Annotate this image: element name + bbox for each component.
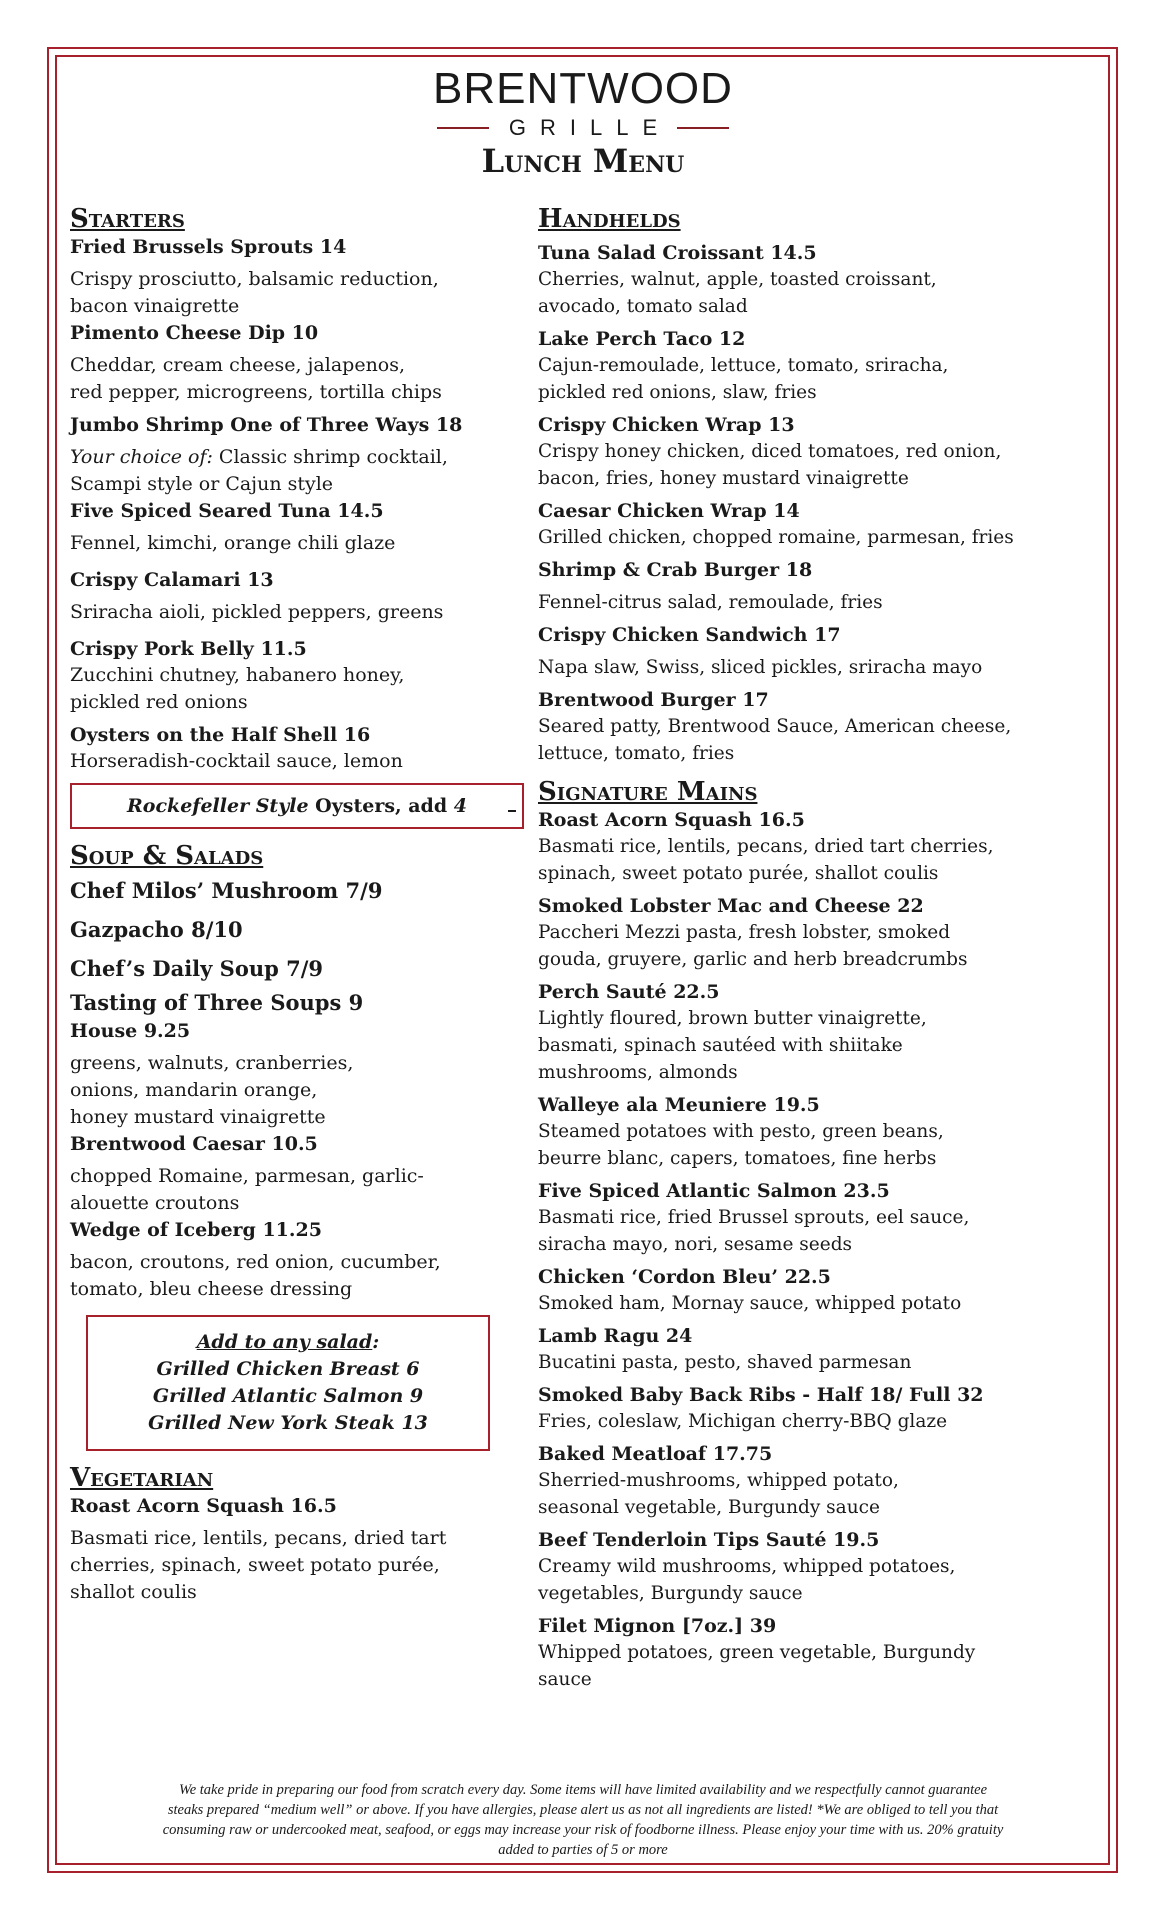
- item-desc: Basmati rice, fried Brussel sprouts, eel sauce,: [538, 1207, 970, 1228]
- item-desc: Crispy prosciutto, balsamic reduction,: [70, 268, 439, 290]
- item-desc: basmati, spinach sautéed with shiitake: [538, 1035, 903, 1056]
- menu-item: [538, 687, 1098, 767]
- menu-item: [70, 320, 525, 406]
- menu-item: [70, 412, 525, 498]
- page-title: Lunch Menu: [481, 142, 685, 180]
- item-name: Jumbo Shrimp One of Three Ways 18: [70, 414, 463, 436]
- footer-disclaimer: [80, 1780, 1086, 1860]
- item-name: Wedge of Iceberg 11.25: [70, 1219, 322, 1241]
- item-name: Filet Mignon [7oz.] 39: [538, 1615, 777, 1637]
- right-column: [538, 204, 1098, 1693]
- salad-addon-box: [86, 1315, 490, 1451]
- item-name: Crispy Calamari 13: [70, 569, 274, 591]
- item-desc: siracha mayo, nori, sesame seeds: [538, 1234, 853, 1255]
- soup-item: Gazpacho 8/10: [70, 917, 243, 942]
- item-desc: Zucchini chutney, habanero honey,: [70, 664, 405, 686]
- item-desc: Fennel-citrus salad, remoulade, fries: [538, 592, 883, 613]
- brand-sub: GRILLE: [508, 115, 672, 140]
- menu-item: [70, 234, 525, 320]
- item-desc: Horseradish-cocktail sauce, lemon: [70, 750, 403, 772]
- menu-item: [538, 893, 1098, 973]
- item-name: Lamb Ragu 24: [538, 1325, 693, 1347]
- menu-item: [70, 1131, 525, 1217]
- item-name: Beef Tenderloin Tips Sauté 19.5: [538, 1529, 880, 1551]
- item-desc: Crispy honey chicken, diced tomatoes, red onion,: [538, 441, 1002, 462]
- item-name: Crispy Pork Belly 11.5: [70, 638, 307, 660]
- item-desc: red pepper, microgreens, tortilla chips: [70, 381, 442, 403]
- item-name: Roast Acorn Squash 16.5: [538, 809, 805, 831]
- section-soups-heading: Soup & Salads: [70, 841, 264, 871]
- item-desc: cherries, spinach, sweet potato purée,: [70, 1554, 440, 1576]
- item-desc: Fries, coleslaw, Michigan cherry-BBQ glaze: [538, 1411, 948, 1432]
- item-name: Baked Meatloaf 17.75: [538, 1443, 773, 1465]
- item-desc: [70, 444, 525, 471]
- menu-item: [538, 1264, 1098, 1317]
- section-handhelds-heading: Handhelds: [538, 204, 681, 234]
- item-desc: chopped Romaine, parmesan, garlic-: [70, 1165, 424, 1187]
- item-desc: honey mustard vinaigrette: [70, 1106, 326, 1128]
- item-desc: Lightly floured, brown butter vinaigrette,: [538, 1008, 927, 1029]
- item-name: Smoked Lobster Mac and Cheese 22: [538, 895, 924, 917]
- item-desc: Sherried-mushrooms, whipped potato,: [538, 1470, 899, 1491]
- item-desc: greens, walnuts, cranberries,: [70, 1052, 354, 1074]
- item-desc: tomato, bleu cheese dressing: [70, 1278, 353, 1300]
- menu-item: [538, 1441, 1098, 1521]
- item-desc: mushrooms, almonds: [538, 1062, 738, 1083]
- salad-addon-item: Grilled Atlantic Salmon 9: [152, 1385, 424, 1407]
- item-name: Crispy Chicken Wrap 13: [538, 414, 795, 436]
- section-mains-heading: Signature Mains: [538, 777, 758, 807]
- item-desc: shallot coulis: [70, 1581, 197, 1603]
- menu-item: [538, 622, 1098, 681]
- menu-item: [70, 722, 525, 775]
- oysters-addon-box: [70, 783, 524, 829]
- menu-item: [70, 1217, 525, 1303]
- item-name: Crispy Chicken Sandwich 17: [538, 624, 841, 646]
- soup-item: Tasting of Three Soups 9: [70, 990, 364, 1015]
- item-name: Oysters on the Half Shell 16: [70, 724, 371, 746]
- item-name: Brentwood Burger 17: [538, 689, 769, 711]
- item-name: Walleye ala Meuniere 19.5: [538, 1094, 820, 1116]
- menu-item: [538, 807, 1098, 887]
- brand-logo: BRENTWOOD: [433, 64, 733, 113]
- menu-item: [538, 1382, 1098, 1435]
- menu-item: [538, 1527, 1098, 1607]
- footer-line: steaks prepared “medium well” or above. If you have allergies, please alert us as not all ingredients are listed! *We are obliged to tell you that: [167, 1802, 999, 1818]
- menu-item: [538, 1092, 1098, 1172]
- item-desc: bacon vinaigrette: [70, 295, 240, 317]
- salad-addon-heading-text: Add to any salad: [196, 1331, 373, 1353]
- item-desc: alouette croutons: [70, 1192, 240, 1214]
- item-desc: avocado, tomato salad: [538, 296, 748, 317]
- menu-item: [70, 498, 525, 557]
- menu-item: [70, 1018, 525, 1131]
- item-desc: Smoked ham, Mornay sauce, whipped potato: [538, 1293, 962, 1314]
- item-name: Fried Brussels Sprouts 14: [70, 236, 347, 258]
- menu-item: [70, 636, 525, 716]
- soup-item: Chef Milos’ Mushroom 7/9: [70, 878, 383, 903]
- item-desc: pickled red onions: [70, 691, 248, 713]
- item-desc: Napa slaw, Swiss, sliced pickles, sriracha mayo: [538, 657, 983, 678]
- section-starters-heading: Starters: [70, 204, 185, 234]
- menu-item: [70, 567, 525, 626]
- addon-price: 4: [453, 795, 467, 817]
- item-desc: Scampi style or Cajun style: [70, 473, 334, 495]
- menu-item: [538, 498, 1098, 551]
- salad-addon-colon: :: [372, 1331, 380, 1353]
- item-name: House 9.25: [70, 1020, 191, 1042]
- item-desc: beurre blanc, capers, tomatoes, fine herbs: [538, 1148, 937, 1169]
- menu-item: [538, 557, 1098, 616]
- item-desc: Cajun-remoulade, lettuce, tomato, sriracha,: [538, 355, 949, 376]
- item-name: Perch Sauté 22.5: [538, 981, 720, 1003]
- item-desc: Fennel, kimchi, orange chili glaze: [70, 532, 396, 554]
- item-name: Tuna Salad Croissant 14.5: [538, 242, 817, 264]
- item-name: Shrimp & Crab Burger 18: [538, 559, 813, 581]
- item-name: Lake Perch Taco 12: [538, 328, 746, 350]
- salad-addon-item: Grilled New York Steak 13: [148, 1412, 428, 1434]
- item-desc: Cherries, walnut, apple, toasted croissant,: [538, 269, 937, 290]
- item-desc: sauce: [538, 1669, 592, 1690]
- footer-line: consuming raw or undercooked meat, seafood, or eggs may increase your risk of foodborne illness. Please enjoy your time with us. 20% gratuity: [162, 1822, 1004, 1838]
- item-desc: bacon, fries, honey mustard vinaigrette: [538, 468, 909, 489]
- item-name: Caesar Chicken Wrap 14: [538, 500, 800, 522]
- item-desc: Seared patty, Brentwood Sauce, American cheese,: [538, 716, 1012, 737]
- item-desc: Paccheri Mezzi pasta, fresh lobster, smoked: [538, 922, 951, 943]
- item-desc: Whipped potatoes, green vegetable, Burgundy: [538, 1642, 976, 1663]
- item-desc: Sriracha aioli, pickled peppers, greens: [70, 601, 444, 623]
- left-column: [70, 204, 525, 1606]
- item-name: Chicken ‘Cordon Bleu’ 22.5: [538, 1266, 831, 1288]
- item-desc: pickled red onions, slaw, fries: [538, 382, 817, 403]
- item-desc-prefix: Your choice of:: [70, 446, 213, 468]
- menu-item: [538, 1323, 1098, 1376]
- item-name: Five Spiced Seared Tuna 14.5: [70, 500, 384, 522]
- menu-item: [538, 240, 1098, 320]
- item-desc: Basmati rice, lentils, pecans, dried tart cherries,: [538, 836, 994, 857]
- item-desc: Bucatini pasta, pesto, shaved parmesan: [538, 1352, 912, 1373]
- item-desc: Grilled chicken, chopped romaine, parmesan, fries: [538, 527, 1014, 548]
- item-name: Roast Acorn Squash 16.5: [70, 1495, 337, 1517]
- salad-addon-item: Grilled Chicken Breast 6: [156, 1358, 420, 1380]
- menu-item: [538, 412, 1098, 492]
- addon-text: Oysters, add: [308, 795, 454, 817]
- footer-line: added to parties of 5 or more: [498, 1842, 668, 1858]
- item-desc: Cheddar, cream cheese, jalapenos,: [70, 354, 406, 376]
- item-desc: lettuce, tomato, fries: [538, 743, 735, 764]
- menu-header: [0, 64, 1166, 180]
- salad-addon-heading: [88, 1329, 488, 1356]
- item-desc: Basmati rice, lentils, pecans, dried tart: [70, 1527, 447, 1549]
- item-desc: Steamed potatoes with pesto, green beans,: [538, 1121, 944, 1142]
- item-desc: spinach, sweet potato purée, shallot coulis: [538, 863, 939, 884]
- footer-line: We take pride in preparing our food from scratch every day. Some items will have limited availability and we respectfully cannot guarantee: [178, 1782, 988, 1798]
- item-desc: gouda, gruyere, garlic and herb breadcrumbs: [538, 949, 968, 970]
- addon-style: Rockefeller Style: [127, 795, 309, 817]
- menu-item: [538, 979, 1098, 1086]
- item-name: Brentwood Caesar 10.5: [70, 1133, 318, 1155]
- section-vegetarian-heading: Vegetarian: [70, 1463, 214, 1493]
- divider-left: [437, 127, 489, 129]
- menu-item: [538, 1178, 1098, 1258]
- item-desc-text: Classic shrimp cocktail,: [212, 446, 448, 468]
- item-desc: bacon, croutons, red onion, cucumber,: [70, 1251, 441, 1273]
- item-desc: vegetables, Burgundy sauce: [538, 1583, 803, 1604]
- divider-right: [677, 127, 729, 129]
- item-desc: onions, mandarin orange,: [70, 1079, 318, 1101]
- menu-item: [70, 1493, 525, 1606]
- menu-item: [538, 326, 1098, 406]
- item-name: Smoked Baby Back Ribs - Half 18/ Full 32: [538, 1384, 984, 1406]
- soup-item: Chef’s Daily Soup 7/9: [70, 956, 323, 981]
- brand-subline: [0, 116, 1166, 140]
- item-desc: seasonal vegetable, Burgundy sauce: [538, 1497, 880, 1518]
- menu-item: [538, 1613, 1098, 1693]
- item-name: Five Spiced Atlantic Salmon 23.5: [538, 1180, 890, 1202]
- item-name: Pimento Cheese Dip 10: [70, 322, 319, 344]
- item-desc: Creamy wild mushrooms, whipped potatoes,: [538, 1556, 956, 1577]
